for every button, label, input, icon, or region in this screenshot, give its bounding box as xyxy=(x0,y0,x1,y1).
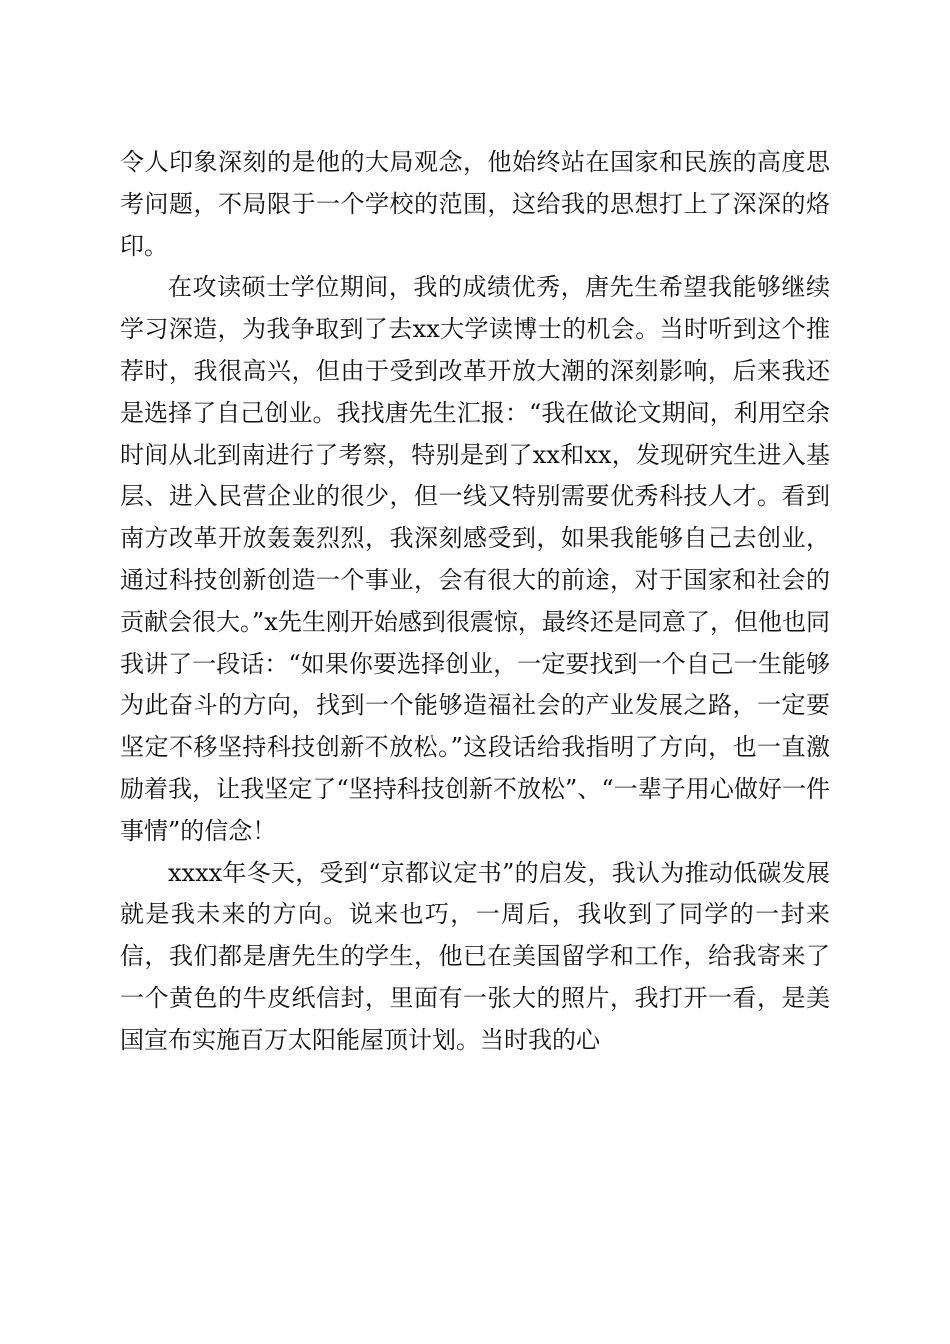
paragraph-master-degree: 在攻读硕士学位期间，我的成绩优秀，唐先生希望我能够继续学习深造，为我争取到了去xx大学读博士的机会。当时听到这个推荐时，我很高兴，但由于受到改革开放大潮的深刻影响，后来我还是选择了自己创业。我找唐先生汇报：“我在做论文期间，利用空余时间从北到南进行了考察，特别是到了xx和xx，发现研究生进入基层、进入民营企业的很少，但一线又特别需要优秀科技人才。看到南方改革开放轰轰烈烈，我深刻感受到，如果我能够自己去创业，通过科技创新创造一个事业，会有很大的前途，对于国家和社会的贡献会很大。”x先生刚开始感到很震惊，最终还是同意了，但他也同我讲了一段话：“如果你要选择创业，一定要找到一个自己一生能够为此奋斗的方向，找到一个能够造福社会的产业发展之路，一定要坚定不移坚持科技创新不放松。”这段话给我指明了方向，也一直激励着我，让我坚定了“坚持科技创新不放松”、“一辈子用心做好一件事情”的信念！ xyxy=(120,273,830,845)
paragraph-continued: 令人印象深刻的是他的大局观念，他始终站在国家和民族的高度思考问题，不局限于一个学校的范围，这给我的思想打上了深深的烙印。 xyxy=(120,148,830,260)
document-body xyxy=(120,142,830,1062)
paragraph-winter: xxxx年冬天，受到“京都议定书”的启发，我认为推动低碳发展就是我未来的方向。说来也巧，一周后，我收到了同学的一封来信，我们都是唐先生的学生，他已在美国留学和工作，给我寄来了一个黄色的牛皮纸信封，里面有一张大的照片，我打开一看，是美国宣布实施百万太阳能屋顶计划。当时我的心 xyxy=(120,858,830,1054)
